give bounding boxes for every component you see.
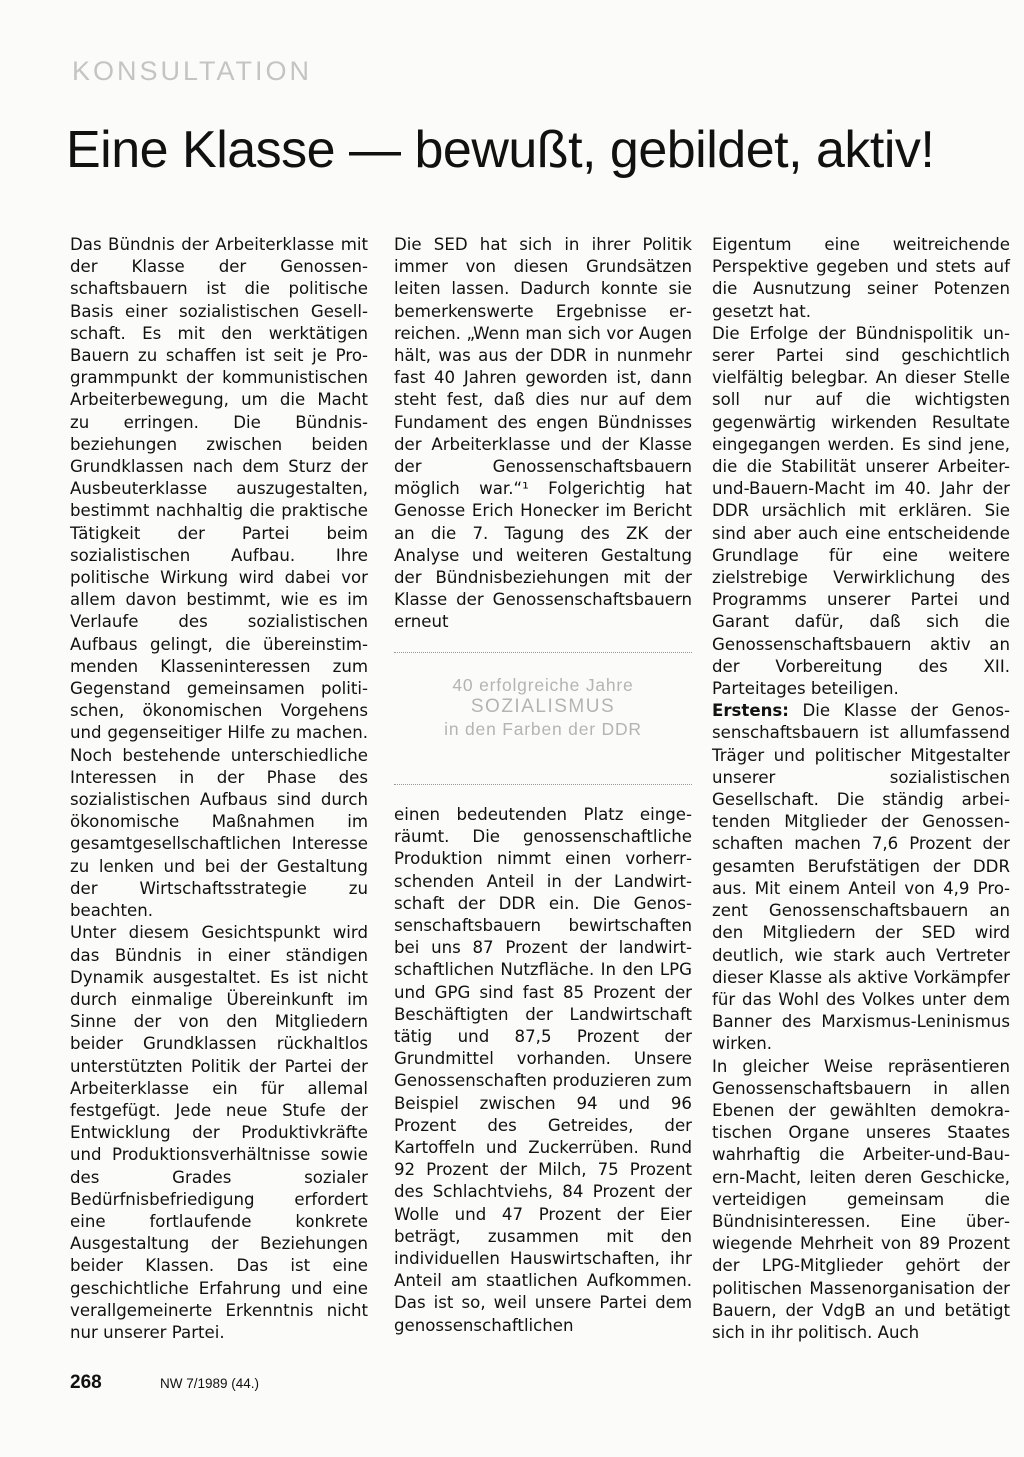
source-reference: NW 7/1989 (44.) — [160, 1376, 260, 1391]
paragraph: Die Erfolge der Bündnispolitik unserer Partei sind geschichtlich vielfältig belegbar. An dieser Stelle soll nur auf die wichtigsten gegenwärtig wirkenden Resultate eingegangen werden. Es sind jene, die die Stabilität unserer Arbeiter-und-Bauern-Macht im 40. Jahr der DDR ursächlich mit erklären. Sie sind aber auch eine entscheidende Grundlage für eine weitere zielstrebige Verwirklichung des Programms unserer Partei und Garant dafür, daß sich die Genossenschaftsbauern aktiv an der Vorbereitung des XII. Parteitages beteiligen. — [712, 323, 1010, 699]
promo-line-3: in den Farben der DDR — [444, 719, 642, 739]
promo-line-1: 40 erfolgreiche Jahre — [452, 675, 634, 695]
paragraph — [712, 700, 1010, 1055]
column-3 — [712, 234, 1010, 1344]
promo-rule-bottom — [394, 784, 692, 785]
column-2-top — [394, 234, 692, 634]
page-number: 268 — [70, 1372, 102, 1393]
promo-line-2: SOZIALISMUS — [470, 696, 616, 717]
kicker-label: KONSULTATION — [72, 56, 313, 86]
paragraph: Das Bündnis der Arbeiterklasse mit der Klasse der Genossenschaftsbauern ist die politische Basis einer sozialistischen Gesellschaft. Es mit den werktätigen Bauern zu schaffen ist seit je Programmpunkt der kommunistischen Arbeiterbewegung, um die Macht zu erringen. Die Bündnisbeziehungen zwischen beiden Grundklassen nach dem Sturz der Ausbeuterklasse auszugestalten, bestimmt nachhaltig die praktische Tätigkeit der Partei beim sozialistischen Aufbau. Ihre politische Wirkung wird dabei vor allem davon bestimmt, wie es im Verlaufe des sozialistischen Aufbaus gelingt, die übereinstimmenden Klasseninteressen zum Gegenstand gemeinsamen politischen, ökonomischen Vorgehens und gegenseitiger Hilfe zu machen. Noch bestehende unterschiedliche Interessen in der Phase des sozialistischen Aufbaus sind durch ökonomische Maßnahmen im gesamtgesellschaftlichen Interesse zu lenken und bei der Gestaltung der Wirtschaftsstrategie zu beachten. — [70, 235, 368, 921]
paragraph: einen bedeutenden Platz eingeräumt. Die genossenschaftliche Produktion nimmt einen vorherrschenden Anteil in der Landwirtschaft der DDR ein. Die Genossenschaftsbauern bewirtschaften bei uns 87 Prozent der landwirtschaftlichen Nutzfläche. In den LPG und GPG sind fast 85 Prozent der Beschäftigten der Landwirtschaft tätig und 87,5 Prozent der Grundmittel vorhanden. Unsere Genossenschaften produzieren zum Beispiel zwischen 94 und 96 Prozent des Getreides, der Kartoffeln und Zuckerrüben. Rund 92 Prozent der Milch, 75 Prozent des Schlachtviehs, 84 Prozent der Wolle und 47 Prozent der Eier beträgt, zusammen mit den individuellen Hauswirtschaften, ihr Anteil am staatlichen Aufkommen. Das ist so, weil unsere Partei dem genossenschaftlichen — [394, 805, 692, 1335]
paragraph-lead: Erstens: — [712, 701, 789, 721]
article-headline: Eine Klasse — bewußt, gebildet, aktiv! — [66, 121, 935, 179]
paragraph: Unter diesem Gesichtspunkt wird das Bündnis in einer ständigen Dynamik ausgestaltet. Es ist nicht durch einmalige Übereinkunft im Sinne der von den Mitgliedern beider Grundklassen rückhaltlos unterstützten Politik der Partei der Arbeiterklasse ein für allemal festgefügt. Jede neue Stufe der Entwicklung der Produktivkräfte und Produktionsverhältnisse sowie des Grades sozialer Bedürfnisbefriedigung erfordert eine fortlaufende konkrete Ausgestaltung der Beziehungen beider Klassen. Das ist eine geschichtliche Erfahrung und eine verallgemeinerte Erkenntnis nicht nur unserer Partei. — [70, 923, 368, 1342]
paragraph: In gleicher Weise repräsentieren Genossenschaftsbauern in allen Ebenen der gewählten demokratischen Organe unseres Staates wahrhaftig die Arbeiter-und-Bauern-Macht, leiten deren Geschicke, verteidigen gemeinsam die Bündnisinteressen. Eine überwiegende Mehrheit von 89 Prozent der LPG-Mitglieder gehört der politischen Massenorganisation der Bauern, der VdgB an und betätigt sich in ihr politisch. Auch — [712, 1056, 1010, 1342]
column-1 — [70, 234, 368, 1344]
paragraph-body: Die Klasse der Genossenschaftsbauern ist allumfassend Träger und politischer Mitgestalter unserer sozialistischen Gesellschaft. Die ständig arbeitenden Mitglieder der Genossenschaften machen 7,6 Prozent der gesamten Berufstätigen der DDR aus. Mit einem Anteil von 4,9 Prozent Genossenschaftsbauern an den Mitgliedern der SED wird deutlich, wie stark auch Vertreter dieser Klasse als aktive Vorkämpfer für das Wohl des Volkes unter dem Banner des Marxismus-Leninismus wirken. — [712, 701, 1010, 1054]
promo-rule-top — [394, 652, 692, 653]
promo-box — [394, 674, 692, 740]
column-2-bottom — [394, 804, 692, 1337]
paragraph: Die SED hat sich in ihrer Politik immer von diesen Grundsätzen leiten lassen. Dadurch konnte sie bemerkenswerte Ergebnisse erreichen. „Wenn man sich vor Augen hält, was aus der DDR in nunmehr fast 40 Jahren geworden ist, dann steht fest, daß dies nur auf dem Fundament des engen Bündnisses der Arbeiterklasse und der Klasse der Genossenschaftsbauern möglich war.“¹ Folgerichtig hat Genosse Erich Honecker im Bericht an die 7. Tagung des ZK der Analyse und weiteren Gestaltung der Bündnisbeziehungen mit der Klasse der Genossenschaftsbauern erneut — [394, 235, 692, 632]
paragraph: Eigentum eine weitreichende Perspektive gegeben und stets auf die Ausnutzung seiner Potenzen gesetzt hat. — [712, 235, 1010, 321]
